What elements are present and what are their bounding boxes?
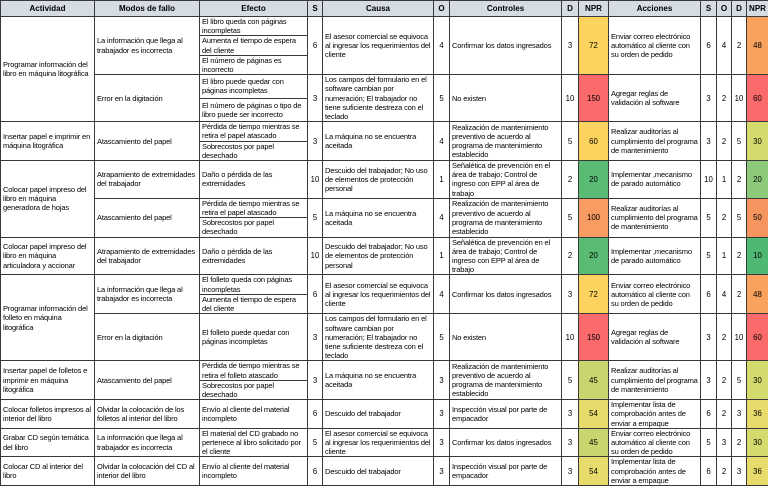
npr-cell: 100 (579, 198, 609, 237)
effect-cell: El número de páginas es incorrecto (200, 55, 308, 74)
severity-cell: 3 (308, 361, 323, 400)
actions-cell: Enviar correo electrónico automático al cliente con su orden de pedido (609, 428, 701, 457)
col-header-cause: Causa (323, 1, 434, 17)
npr-cell: 72 (579, 17, 609, 75)
occurrence-final-cell: 2 (717, 122, 732, 161)
occurrence-cell: 3 (434, 428, 450, 457)
severity-final-cell: 5 (701, 237, 717, 275)
detection-cell: 2 (562, 161, 579, 199)
col-header-occurrence-final: O (717, 1, 732, 17)
cause-cell: La máquina no se encuentra aceitada (323, 122, 434, 161)
activity-cell: Colocar papel impreso del libro en máquina articuladora y accionar (1, 237, 95, 275)
actions-cell: Realizar auditorías al cumplimiento del programa de mantenimiento (609, 198, 701, 237)
severity-final-cell: 10 (701, 161, 717, 199)
col-header-actions: Acciones (609, 1, 701, 17)
npr-cell: 54 (579, 457, 609, 486)
detection-final-cell: 2 (732, 428, 747, 457)
cause-cell: Descuido del trabajador; No uso de elementos de protección personal (323, 237, 434, 275)
occurrence-cell: 4 (434, 17, 450, 75)
cause-cell: El asesor comercial se equivoca al ingresar los requerimientos del cliente (323, 275, 434, 314)
effect-cell: Sobrecostos por papel desechado (200, 141, 308, 160)
occurrence-cell: 5 (434, 314, 450, 361)
col-header-npr-final: NPR (747, 1, 768, 17)
table-header (1, 1, 768, 17)
detection-cell: 10 (562, 314, 579, 361)
effect-cell: El folleto queda con páginas incompletas (200, 275, 308, 294)
table-row (1, 275, 768, 294)
npr-final-cell: 48 (747, 17, 768, 75)
npr-final-cell: 60 (747, 314, 768, 361)
failure-mode-cell: Error en la digitación (95, 314, 200, 361)
detection-final-cell: 2 (732, 17, 747, 75)
actions-cell: Agregar reglas de validación al software (609, 314, 701, 361)
severity-cell: 5 (308, 198, 323, 237)
failure-mode-cell: La información que llega al trabajador es incorrecta (95, 428, 200, 457)
detection-cell: 5 (562, 361, 579, 400)
npr-final-cell: 60 (747, 75, 768, 122)
effect-cell: Pérdida de tiempo mientras se retira el papel atascado (200, 122, 308, 141)
effect-cell: Aumenta el tiempo de espera del cliente (200, 294, 308, 313)
controls-cell: Realización de mantenimiento preventivo de acuerdo al programa de mantenimiento establecido (450, 361, 562, 400)
failure-mode-cell: La información que llega al trabajador es incorrecta (95, 17, 200, 75)
activity-cell: Insertar papel e imprimir en máquina litográfica (1, 122, 95, 161)
actions-cell: Realizar auditorías al cumplimiento del programa de mantenimiento (609, 122, 701, 161)
table-body (1, 17, 768, 486)
col-header-severity-final: S (701, 1, 717, 17)
npr-final-cell: 10 (747, 237, 768, 275)
actions-cell: Realizar auditorías al cumplimiento del programa de mantenimiento (609, 361, 701, 400)
detection-final-cell: 3 (732, 400, 747, 429)
severity-cell: 6 (308, 457, 323, 486)
table-row (1, 122, 768, 141)
failure-mode-cell: Atrapamiento de extremidades del trabajador (95, 161, 200, 199)
npr-cell: 20 (579, 161, 609, 199)
occurrence-final-cell: 1 (717, 237, 732, 275)
controls-cell: Inspección visual por parte de empacador (450, 457, 562, 486)
controls-cell: Inspección visual por parte de empacador (450, 400, 562, 429)
controls-cell: Confirmar los datos ingresados (450, 428, 562, 457)
occurrence-final-cell: 2 (717, 198, 732, 237)
activity-cell: Programar información del libro en máquina litográfica (1, 17, 95, 122)
failure-mode-cell: La información que llega al trabajador es incorrecta (95, 275, 200, 314)
detection-final-cell: 5 (732, 361, 747, 400)
col-header-npr: NPR (579, 1, 609, 17)
table-row (1, 198, 768, 217)
detection-final-cell: 2 (732, 161, 747, 199)
table-row (1, 400, 768, 429)
detection-cell: 3 (562, 400, 579, 429)
occurrence-cell: 4 (434, 198, 450, 237)
npr-final-cell: 30 (747, 361, 768, 400)
effect-cell: Daño o pérdida de las extremidades (200, 237, 308, 275)
severity-final-cell: 5 (701, 198, 717, 237)
cause-cell: La máquina no se encuentra aceitada (323, 198, 434, 237)
actions-cell: Agregar reglas de validación al software (609, 75, 701, 122)
npr-final-cell: 48 (747, 275, 768, 314)
failure-mode-cell: Olvidar la colocación de los folletos al interior del libro (95, 400, 200, 429)
effect-cell: Envío al cliente del material incompleto (200, 400, 308, 429)
detection-cell: 5 (562, 198, 579, 237)
table-row (1, 237, 768, 275)
table-row (1, 17, 768, 36)
detection-cell: 3 (562, 275, 579, 314)
cause-cell: El asesor comercial se equivoca al ingresar los requerimientos del cliente (323, 428, 434, 457)
occurrence-cell: 4 (434, 275, 450, 314)
table-row (1, 361, 768, 380)
cause-cell: Descuido del trabajador; No uso de elementos de protección personal (323, 161, 434, 199)
occurrence-cell: 3 (434, 361, 450, 400)
actions-cell: Enviar correo electrónico automático al cliente con su orden de pedido (609, 17, 701, 75)
occurrence-final-cell: 2 (717, 400, 732, 429)
occurrence-final-cell: 2 (717, 314, 732, 361)
severity-final-cell: 3 (701, 314, 717, 361)
occurrence-cell: 1 (434, 161, 450, 199)
occurrence-cell: 3 (434, 457, 450, 486)
occurrence-final-cell: 2 (717, 361, 732, 400)
col-header-occurrence: O (434, 1, 450, 17)
failure-mode-cell: Olvidar la colocación del CD al interior del libro (95, 457, 200, 486)
failure-mode-cell: Atascamiento del papel (95, 122, 200, 161)
controls-cell: Realización de mantenimiento preventivo de acuerdo al programa de mantenimiento establecido (450, 122, 562, 161)
cause-cell: La máquina no se encuentra aceitada (323, 361, 434, 400)
occurrence-cell: 5 (434, 75, 450, 122)
occurrence-cell: 4 (434, 122, 450, 161)
occurrence-final-cell: 2 (717, 457, 732, 486)
occurrence-final-cell: 1 (717, 161, 732, 199)
failure-mode-cell: Atascamiento del papel (95, 361, 200, 400)
severity-final-cell: 6 (701, 17, 717, 75)
severity-cell: 6 (308, 275, 323, 314)
col-header-detection: D (562, 1, 579, 17)
effect-cell: El número de páginas o tipo de libro puede ser incorrecto (200, 98, 308, 122)
activity-cell: Grabar CD según temática del libro (1, 428, 95, 457)
npr-final-cell: 20 (747, 161, 768, 199)
actions-cell: Implementar ,mecanismo de parado automático (609, 237, 701, 275)
controls-cell: Confirmar los datos ingresados (450, 275, 562, 314)
detection-cell: 3 (562, 428, 579, 457)
col-header-failure-mode: Modos de fallo (95, 1, 200, 17)
occurrence-cell: 3 (434, 400, 450, 429)
activity-cell: Insertar papel de folletos e imprimir en máquina litográfica (1, 361, 95, 400)
npr-cell: 150 (579, 75, 609, 122)
severity-cell: 3 (308, 314, 323, 361)
activity-cell: Colocar folletos impresos al interior del libro (1, 400, 95, 429)
severity-cell: 5 (308, 428, 323, 457)
detection-final-cell: 5 (732, 122, 747, 161)
detection-final-cell: 2 (732, 237, 747, 275)
npr-final-cell: 50 (747, 198, 768, 237)
occurrence-final-cell: 4 (717, 275, 732, 314)
detection-final-cell: 10 (732, 314, 747, 361)
effect-cell: Pérdida de tiempo mientras se retira el folleto atascado (200, 361, 308, 380)
npr-final-cell: 36 (747, 400, 768, 429)
cause-cell: Descuido del trabajador (323, 400, 434, 429)
controls-cell: No existen (450, 75, 562, 122)
detection-final-cell: 2 (732, 275, 747, 314)
npr-cell: 72 (579, 275, 609, 314)
npr-cell: 60 (579, 122, 609, 161)
actions-cell: Implementar lista de comprobación antes de enviar a empaque (609, 400, 701, 429)
detection-cell: 2 (562, 237, 579, 275)
col-header-controls: Controles (450, 1, 562, 17)
cause-cell: El asesor comercial se equivoca al ingresar los requerimientos del cliente (323, 17, 434, 75)
occurrence-final-cell: 3 (717, 428, 732, 457)
effect-cell: Sobrecostos por papel desechado (200, 218, 308, 237)
severity-cell: 3 (308, 122, 323, 161)
detection-final-cell: 5 (732, 198, 747, 237)
severity-final-cell: 3 (701, 361, 717, 400)
npr-cell: 45 (579, 361, 609, 400)
effect-cell: Envío al cliente del material incompleto (200, 457, 308, 486)
severity-cell: 10 (308, 237, 323, 275)
activity-cell: Colocar papel impreso del libro en máquina generadora de hojas (1, 161, 95, 238)
severity-final-cell: 3 (701, 75, 717, 122)
effect-cell: Sobrecostos por papel desechado (200, 380, 308, 399)
failure-mode-cell: Atascamiento del papel (95, 198, 200, 237)
effect-cell: El libro puede quedar con páginas incompletas (200, 75, 308, 99)
detection-cell: 5 (562, 122, 579, 161)
failure-mode-cell: Error en la digitación (95, 75, 200, 122)
actions-cell: Implementar lista de comprobación antes de enviar a empaque (609, 457, 701, 486)
detection-cell: 10 (562, 75, 579, 122)
col-header-activity: Actividad (1, 1, 95, 17)
table-row (1, 314, 768, 361)
severity-cell: 10 (308, 161, 323, 199)
effect-cell: Daño o pérdida de las extremidades (200, 161, 308, 199)
header-row (1, 1, 768, 17)
table-row (1, 75, 768, 99)
severity-final-cell: 6 (701, 457, 717, 486)
npr-cell: 54 (579, 400, 609, 429)
col-header-effect: Efecto (200, 1, 308, 17)
effect-cell: El libro queda con páginas incompletas (200, 17, 308, 36)
failure-mode-cell: Atrapamiento de extremidades del trabajador (95, 237, 200, 275)
cause-cell: Descuido del trabajador (323, 457, 434, 486)
activity-cell: Colocar CD al interior del libro (1, 457, 95, 486)
col-header-detection-final: D (732, 1, 747, 17)
actions-cell: Enviar correo electrónico automático al cliente con su orden de pedido (609, 275, 701, 314)
npr-final-cell: 30 (747, 122, 768, 161)
severity-final-cell: 6 (701, 400, 717, 429)
occurrence-final-cell: 4 (717, 17, 732, 75)
controls-cell: Señalética de prevención en el área de trabajo; Control de ingreso con EPP al área de trabajo (450, 237, 562, 275)
npr-cell: 20 (579, 237, 609, 275)
col-header-severity: S (308, 1, 323, 17)
controls-cell: Señalética de prevención en el área de trabajo; Control de ingreso con EPP al área de trabajo (450, 161, 562, 199)
effect-cell: El material del CD grabado no pertenece al libro solicitado por el cliente (200, 428, 308, 457)
npr-cell: 45 (579, 428, 609, 457)
cause-cell: Los campos del formulario en el software cambian por numeración; El trabajador no tiene suficiente destreza con el teclado (323, 75, 434, 122)
controls-cell: No existen (450, 314, 562, 361)
severity-cell: 6 (308, 400, 323, 429)
severity-cell: 6 (308, 17, 323, 75)
npr-cell: 150 (579, 314, 609, 361)
severity-final-cell: 3 (701, 122, 717, 161)
effect-cell: El folleto puede quedar con páginas incompletas (200, 314, 308, 361)
table-row (1, 457, 768, 486)
occurrence-final-cell: 2 (717, 75, 732, 122)
severity-cell: 3 (308, 75, 323, 122)
table-row (1, 161, 768, 199)
effect-cell: Aumenta el tiempo de espera del cliente (200, 36, 308, 55)
occurrence-cell: 1 (434, 237, 450, 275)
detection-cell: 3 (562, 457, 579, 486)
detection-cell: 3 (562, 17, 579, 75)
npr-final-cell: 36 (747, 457, 768, 486)
detection-final-cell: 3 (732, 457, 747, 486)
detection-final-cell: 10 (732, 75, 747, 122)
severity-final-cell: 5 (701, 428, 717, 457)
activity-cell: Programar información del folleto en máquina litográfica (1, 275, 95, 361)
npr-final-cell: 30 (747, 428, 768, 457)
controls-cell: Realización de mantenimiento preventivo de acuerdo al programa de mantenimiento establecido (450, 198, 562, 237)
actions-cell: Implementar ,mecanismo de parado automático (609, 161, 701, 199)
controls-cell: Confirmar los datos ingresados (450, 17, 562, 75)
table-row (1, 428, 768, 457)
effect-cell: Pérdida de tiempo mientras se retira el papel atascado (200, 198, 308, 217)
cause-cell: Los campos del formulario en el software cambian por numeración; El trabajador no tiene suficiente destreza con el teclado (323, 314, 434, 361)
severity-final-cell: 6 (701, 275, 717, 314)
